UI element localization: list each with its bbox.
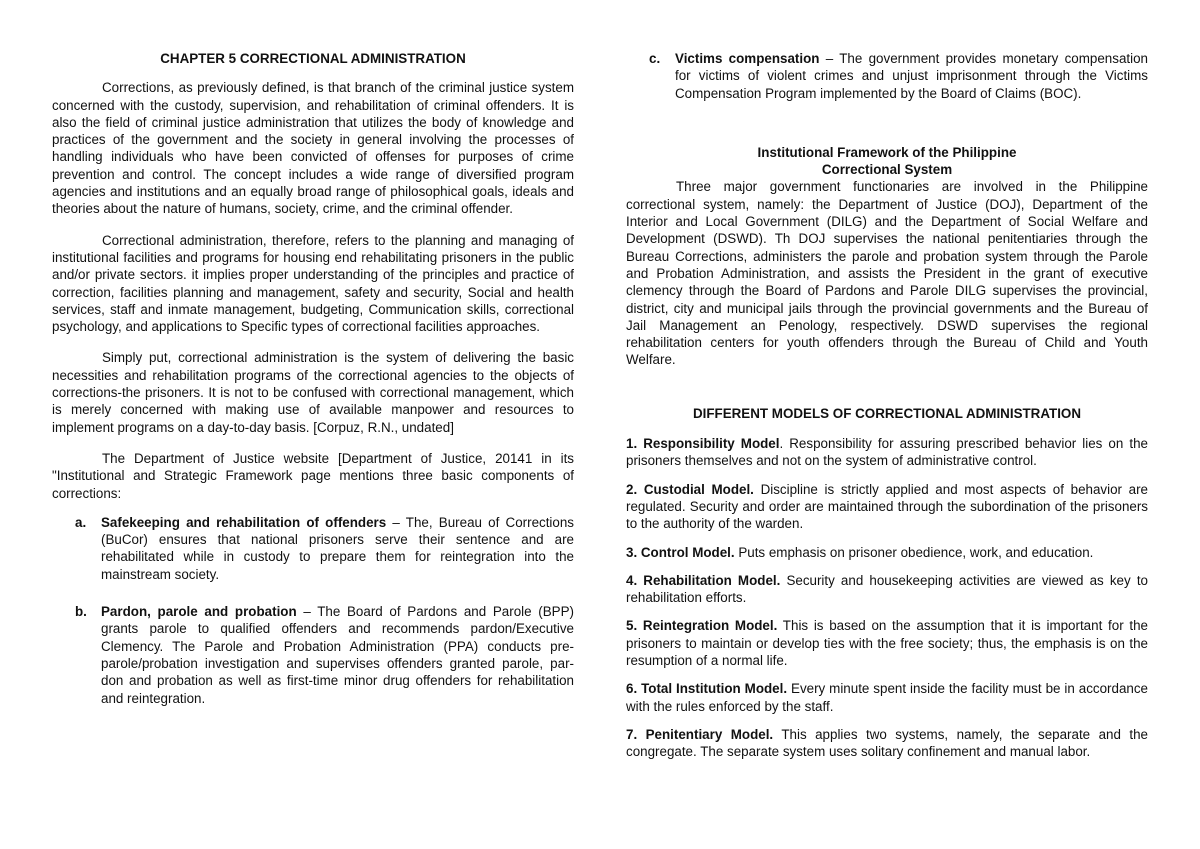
list-item-text: – The government provides monetary compensation for victims of violent crimes and unjust imprisonment through the Victims Compensation Program implemented by the Board of Claims (BOC). [675,51,1148,101]
list-marker: b. [75,604,87,620]
model-heading: 4. Rehabilitation Model. [626,572,781,588]
model-reintegration [626,617,1148,669]
chapter-title: CHAPTER 5 CORRECTIONAL ADMINISTRATION [160,51,466,66]
paragraph-corrections-definition: Corrections, as previously defined, is that branch of the criminal justice system concerned with the custody, supervision, and rehabilitation of criminal offenders. It is also the field of criminal justice administration that utilizes the body of knowledge and practices of the government and the society in general involving the processes of handling individuals who have been convicted of offenses for purposes of crime prevention and control. The concept includes a wide range of diversified program agencies and institutions and an equally broad range of philosophical goals, ideals and theories about the nature of humans, society, crime, and the criminal offender. [52,80,574,217]
left-column [52,50,574,721]
model-penitentiary [626,726,1148,761]
model-heading: 2. Custodial Model. [626,481,754,497]
list-item-text: – The, Bureau of Corrections (BuCor) ensures that national prisoners serve their sentence and are rehabilitated while in custody to prepare them for reintegration into the mainstream society. [101,514,574,582]
models-title: DIFFERENT MODELS OF CORRECTIONAL ADMINISTRATION [692,405,1082,421]
list-item-safekeeping [52,514,574,583]
paragraph-doj-website: The Department of Justice website [Department of Justice, 20141 in its "Institutional and Strategic Framework page mentions three basic components of corrections: [52,450,574,501]
list-marker: a. [75,514,87,530]
model-text: . Responsibility for assuring prescribed behavior lies on the prisoners themselves and not on the system of administrative control. [626,436,1148,469]
model-text: Security and housekeeping activities are viewed as key to rehabilitation efforts. [626,572,1148,606]
list-item-victims-compensation [626,50,1148,102]
paragraph-simply-put: Simply put, correctional administration is the system of delivering the basic necessities and rehabilitation programs of the correctional agencies to the objects of corrections-the prisoners. It is not to be confused with correctional management, which is merely concerned with making use of available manpower and resources to implement programs on a day-to-day basis. [Corpuz, R.N., undated] [52,350,574,435]
model-text: Puts emphasis on prisoner obedience, work, and education. [734,544,1094,560]
model-text: This is based on the assumption that it is important for the prisoners to maintain or develop ties with the free society; thus, the emphasis is on the resumption of a normal life. [626,618,1148,669]
model-heading: 5. Reintegration Model. [626,618,778,634]
model-text: This applies two systems, namely, the separate and the congregate. The separate system uses solitary confinement and manual labor. [626,726,1148,760]
framework-paragraph: Three major government functionaries are involved in the Philippine correctional system, namely: the Department of Justice (DOJ), Department of the Interior and Local Government (DILG) and the Department of Social Welfare and Development (DSWD). Th DOJ supervises the national penitentiaries through the Bureau Corrections, administers the parole and probation system through the Parole and Probation Administration, and assists the President in the grant of executive clemency through the Board of Pardons and Parole DILG supervises the provincial, district, city and municipal jails through the provincial governments and the Bureau of Jail Management an Penology, respectively. DSWD supervises the regional rehabilitation centers for youth offenders through the Bureau of Child and Youth Welfare. [626,179,1148,368]
model-heading: 3. Control Model. [626,544,735,560]
model-heading: 6. Total Institution Model. [626,681,788,697]
model-heading: 1. Responsibility Model [626,436,780,452]
model-text: Discipline is strictly applied and most aspects of behavior are regulated. Security and order are maintained through the subordination of the prisoners to the authority of the warden. [626,481,1148,532]
list-item-heading: Victims compensation [675,51,820,66]
model-rehabilitation [626,572,1148,607]
model-heading: 7. Penitentiary Model. [626,726,774,742]
framework-title-line2: Correctional System [821,162,953,178]
list-item-text: – The Board of Pardons and Parole (BPP) grants parole to qualified offenders and recommends pardon/Executive Clemency. The Parole and Probation Administration (PPA) conducts pre-parole/probation investigation and supervises offenders granted parole, par- don and probation as well as first-time minor drug offenders for rehabilitation and reintegration. [101,604,574,706]
model-text: Every minute spent inside the facility must be in accordance with the rules enforced by the staff. [626,681,1148,714]
model-control [626,544,1148,561]
list-marker: c. [649,51,661,66]
right-column [626,50,1148,772]
framework-title-line1: Institutional Framework of the Philippine [757,144,1017,160]
model-responsibility [626,435,1148,470]
model-total-institution [626,680,1148,715]
list-item-heading: Safekeeping and rehabilitation of offenders [101,514,387,530]
model-custodial [626,481,1148,533]
list-item-heading: Pardon, parole and probation [101,604,297,620]
paragraph-correctional-administration: Correctional administration, therefore, refers to the planning and managing of institutional facilities and programs for housing end rehabilitating prisoners in the public and/or private sectors. it implies proper understanding of the principles and practice of correction, facilities planning and management, safety and security, Social and health services, staff and inmate management, budgeting, Communication skills, correctional psychology, and applications to Specific types of correctional facilities approaches. [52,232,574,335]
list-item-pardon-parole [52,603,574,707]
